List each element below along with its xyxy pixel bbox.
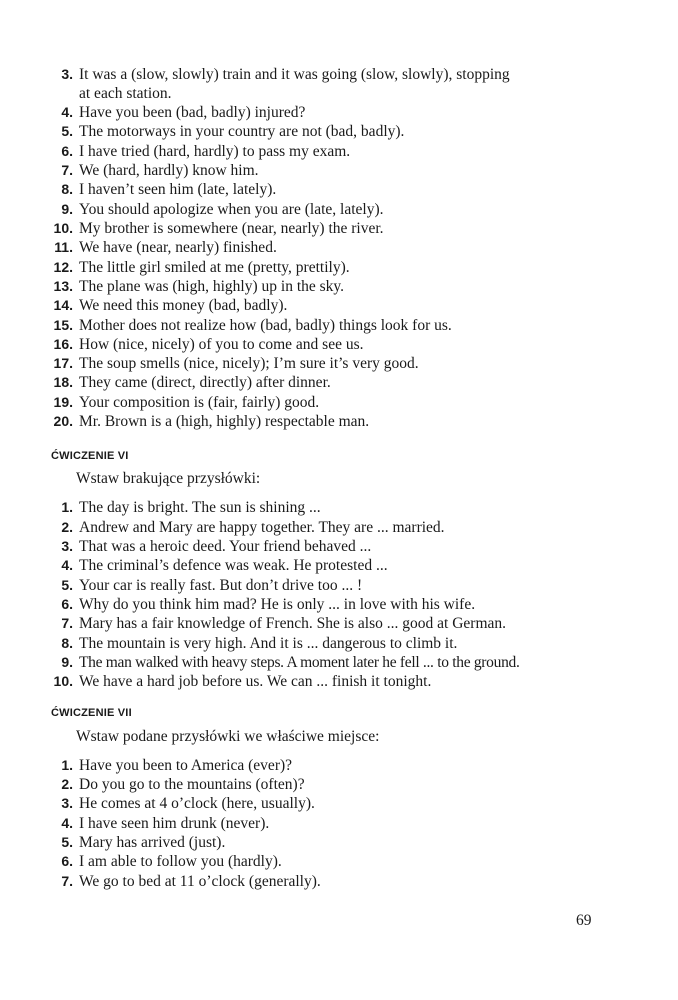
item-text: I have seen him drunk (never). (79, 815, 270, 832)
item-text: It was a (slow, slowly) train and it was going (slow, slowly), stopping (79, 66, 510, 83)
item-number: 15. (53, 317, 73, 333)
item-number: 5. (61, 123, 73, 139)
item-number: 14. (53, 297, 73, 313)
item-number: 12. (53, 259, 73, 275)
item-text: Do you go to the mountains (often)? (79, 776, 305, 793)
item-number: 8. (61, 635, 73, 651)
item-text: They came (direct, directly) after dinner. (79, 374, 331, 391)
item-number: 3. (61, 66, 73, 82)
item-text: You should apologize when you are (late, lately). (79, 201, 384, 218)
item-number: 6. (61, 143, 73, 159)
item-text: I have tried (hard, hardly) to pass my exam. (79, 143, 351, 160)
exercise-instruction: Wstaw brakujące przysłówki: (76, 470, 261, 487)
item-text: Have you been to America (ever)? (79, 757, 293, 774)
item-text: We have (near, nearly) finished. (79, 239, 277, 256)
item-number: 9. (61, 201, 73, 217)
item-text-continued: at each station. (79, 85, 172, 102)
item-number: 2. (61, 776, 73, 792)
item-text: I am able to follow you (hardly). (79, 853, 282, 870)
item-number: 1. (61, 757, 73, 773)
item-number: 10. (53, 220, 73, 236)
item-text: Why do you think him mad? He is only ... in love with his wife. (79, 596, 476, 613)
item-number: 10. (53, 673, 73, 689)
item-text: The plane was (high, highly) up in the sky. (79, 278, 345, 295)
item-text: The motorways in your country are not (bad, badly). (79, 123, 405, 140)
item-text: Mary has arrived (just). (79, 834, 226, 851)
item-text: My brother is somewhere (near, nearly) the river. (79, 220, 384, 237)
item-text: We go to bed at 11 o’clock (generally). (79, 873, 321, 890)
item-text: Andrew and Mary are happy together. They are ... married. (79, 519, 445, 536)
item-text: We (hard, hardly) know him. (79, 162, 259, 179)
item-number: 16. (53, 336, 73, 352)
item-text: How (nice, nicely) of you to come and see us. (79, 336, 364, 353)
item-text: Your car is really fast. But don’t drive too ... ! (79, 577, 363, 594)
item-text: The soup smells (nice, nicely); I’m sure it’s very good. (79, 355, 419, 372)
item-number: 9. (61, 654, 73, 670)
exercise-instruction: Wstaw podane przysłówki we właściwe miejsce: (76, 728, 380, 745)
item-number: 4. (61, 815, 73, 831)
item-number: 6. (61, 853, 73, 869)
item-text: The criminal’s defence was weak. He protested ... (79, 557, 388, 574)
item-number: 4. (61, 104, 73, 120)
item-number: 18. (53, 374, 73, 390)
item-number: 7. (61, 615, 73, 631)
item-text: That was a heroic deed. Your friend behaved ... (79, 538, 372, 555)
item-number: 6. (61, 596, 73, 612)
item-text: Mr. Brown is a (high, highly) respectable man. (79, 413, 370, 430)
item-text: The man walked with heavy steps. A moment later he fell ... to the ground. (79, 654, 520, 671)
item-number: 17. (53, 355, 73, 371)
item-number: 11. (54, 239, 73, 255)
item-number: 3. (61, 795, 73, 811)
item-text: The little girl smiled at me (pretty, prettily). (79, 259, 350, 276)
item-number: 2. (61, 519, 73, 535)
item-text: Have you been (bad, badly) injured? (79, 104, 306, 121)
exercise-heading: ĆWICZENIE VII (51, 707, 132, 719)
item-number: 5. (61, 577, 73, 593)
item-number: 1. (61, 499, 73, 515)
item-text: He comes at 4 o’clock (here, usually). (79, 795, 315, 812)
page-number: 69 (576, 912, 592, 929)
item-number: 13. (53, 278, 73, 294)
item-number: 7. (61, 162, 73, 178)
item-text: I haven’t seen him (late, lately). (79, 181, 277, 198)
item-text: We have a hard job before us. We can ... finish it tonight. (79, 673, 432, 690)
item-number: 5. (61, 834, 73, 850)
item-text: Your composition is (fair, fairly) good. (79, 394, 320, 411)
item-number: 19. (53, 394, 73, 410)
item-number: 4. (61, 557, 73, 573)
item-number: 20. (53, 413, 73, 429)
item-text: The mountain is very high. And it is ... dangerous to climb it. (79, 635, 458, 652)
item-text: We need this money (bad, badly). (79, 297, 288, 314)
item-number: 8. (61, 181, 73, 197)
item-number: 3. (61, 538, 73, 554)
item-text: Mother does not realize how (bad, badly) things look for us. (79, 317, 452, 334)
item-text: Mary has a fair knowledge of French. She is also ... good at German. (79, 615, 506, 632)
item-number: 7. (61, 873, 73, 889)
exercise-heading: ĆWICZENIE VI (51, 450, 129, 462)
item-text: The day is bright. The sun is shining ... (79, 499, 321, 516)
